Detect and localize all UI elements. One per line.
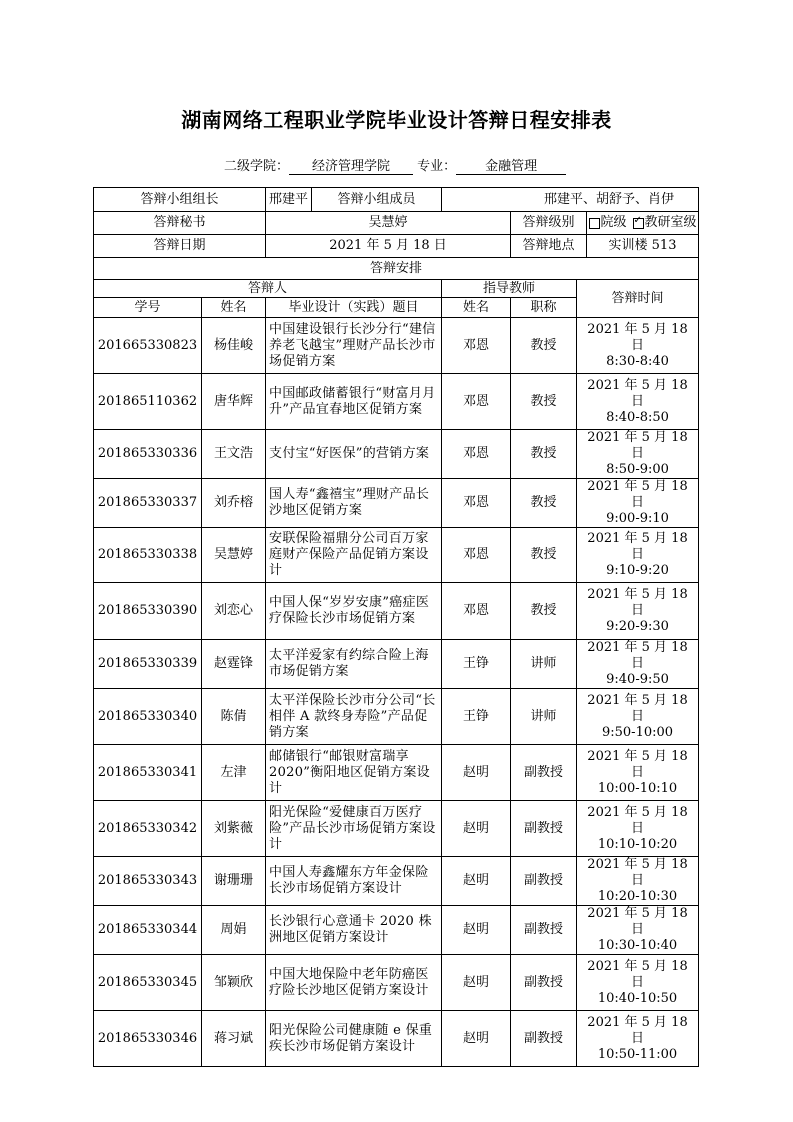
topic-cell: 安联保险福鼎分公司百万家庭财产保险产品促销方案设计 bbox=[266, 528, 442, 583]
teacher-rank-cell: 副教授 bbox=[511, 1011, 577, 1067]
table-row bbox=[94, 801, 699, 857]
teacher-name-cell: 赵明 bbox=[442, 955, 511, 1011]
teacher-name-cell: 邓恩 bbox=[442, 583, 511, 640]
time-date: 2021 年 5 月 18 日 bbox=[587, 430, 688, 461]
teacher-rank-cell: 副教授 bbox=[511, 955, 577, 1011]
student-id-cell: 201865330343 bbox=[94, 857, 202, 906]
group-student-header: 答辩人 bbox=[94, 280, 442, 298]
time-slot: 10:00-10:10 bbox=[597, 780, 678, 796]
student-id-cell: 201865330346 bbox=[94, 1011, 202, 1067]
group-teacher-header: 指导教师 bbox=[442, 280, 577, 298]
level-option1-label: 院级 bbox=[600, 215, 627, 230]
date-value: 2021 年 5 月 18 日 bbox=[266, 235, 511, 258]
student-id-cell: 201865330341 bbox=[94, 745, 202, 801]
teacher-rank-cell: 副教授 bbox=[511, 745, 577, 801]
table-row bbox=[94, 479, 699, 528]
student-id-cell: 201665330823 bbox=[94, 318, 202, 374]
table-row bbox=[94, 430, 699, 479]
student-name-cell: 王文浩 bbox=[202, 430, 266, 479]
time-slot: 10:30-10:40 bbox=[597, 938, 678, 953]
teacher-name-cell: 邓恩 bbox=[442, 528, 511, 583]
time-slot: 9:20-9:30 bbox=[606, 619, 669, 634]
time-slot: 8:40-8:50 bbox=[606, 409, 669, 425]
time-slot: 10:20-10:30 bbox=[597, 889, 678, 904]
major-value: 金融管理 bbox=[456, 159, 566, 175]
header-line bbox=[224, 155, 566, 175]
topic-cell: 中国人寿鑫耀东方年金保险长沙市场促销方案设计 bbox=[266, 857, 442, 906]
leader-cell bbox=[266, 188, 442, 212]
topic-cell: 中国人保“岁岁安康”癌症医疗保险长沙市场促销方案 bbox=[266, 583, 442, 640]
major-label: 专业： bbox=[417, 159, 457, 174]
time-slot: 10:10-10:20 bbox=[597, 836, 678, 852]
time-cell bbox=[577, 374, 699, 430]
student-id-cell: 201865330340 bbox=[94, 689, 202, 745]
place-value: 实训楼 513 bbox=[586, 235, 698, 257]
table-row bbox=[94, 583, 699, 640]
student-name-cell: 刘乔榕 bbox=[202, 479, 266, 528]
topic-cell: 阳光保险公司健康随 e 保重疾长沙市场促销方案设计 bbox=[266, 1011, 442, 1067]
time-date: 2021 年 5 月 18 日 bbox=[587, 531, 688, 562]
section-row bbox=[94, 258, 699, 280]
student-name-cell: 蒋习斌 bbox=[202, 1011, 266, 1067]
secretary-value: 吴慧婷 bbox=[266, 212, 511, 235]
student-name-cell: 左津 bbox=[202, 745, 266, 801]
time-date: 2021 年 5 月 18 日 bbox=[587, 640, 688, 671]
table-row bbox=[94, 689, 699, 745]
student-id-cell: 201865330342 bbox=[94, 801, 202, 857]
teacher-name-cell: 邓恩 bbox=[442, 374, 511, 430]
student-name-cell: 赵霆锋 bbox=[202, 640, 266, 689]
topic-cell: 太平洋保险长沙市分公司“长相伴 A 款终身寿险”产品促销方案 bbox=[266, 689, 442, 745]
student-id-cell: 201865330336 bbox=[94, 430, 202, 479]
table-row bbox=[94, 318, 699, 374]
student-name-cell: 刘恋心 bbox=[202, 583, 266, 640]
time-cell bbox=[577, 801, 699, 857]
time-date: 2021 年 5 月 18 日 bbox=[587, 321, 688, 353]
topic-cell: 中国大地保险中老年防癌医疗险长沙地区促销方案设计 bbox=[266, 955, 442, 1011]
time-slot: 9:10-9:20 bbox=[606, 563, 669, 578]
members-value: 邢建平、胡舒予、肖伊 bbox=[442, 188, 699, 212]
teacher-rank-cell: 讲师 bbox=[511, 640, 577, 689]
teacher-rank-cell: 教授 bbox=[511, 430, 577, 479]
college-label: 二级学院： bbox=[224, 159, 290, 174]
student-name-cell: 谢珊珊 bbox=[202, 857, 266, 906]
time-slot: 10:50-11:00 bbox=[597, 1046, 678, 1062]
time-date: 2021 年 5 月 18 日 bbox=[587, 587, 688, 618]
group-header-row bbox=[94, 280, 699, 298]
student-id-cell: 201865110362 bbox=[94, 374, 202, 430]
topic-cell: 中国邮政储蓄银行“财富月月升”产品宜春地区促销方案 bbox=[266, 374, 442, 430]
teacher-name-cell: 邓恩 bbox=[442, 318, 511, 374]
teacher-rank-cell: 教授 bbox=[511, 318, 577, 374]
table-row bbox=[94, 745, 699, 801]
teacher-rank-cell: 副教授 bbox=[511, 801, 577, 857]
teacher-rank-cell: 副教授 bbox=[511, 857, 577, 906]
secretary-label: 答辩秘书 bbox=[94, 212, 266, 235]
place-cell bbox=[511, 235, 699, 258]
teacher-rank-cell: 副教授 bbox=[511, 906, 577, 955]
time-date: 2021 年 5 月 18 日 bbox=[587, 479, 688, 510]
time-slot: 9:40-9:50 bbox=[606, 672, 669, 687]
time-date: 2021 年 5 月 18 日 bbox=[587, 804, 688, 836]
members-label: 答辩小组成员 bbox=[337, 191, 416, 207]
level-cell bbox=[511, 212, 699, 235]
table-row bbox=[94, 955, 699, 1011]
time-date: 2021 年 5 月 18 日 bbox=[587, 692, 688, 724]
teacher-name-cell: 王铮 bbox=[442, 640, 511, 689]
level-option2-label: 教研室级 bbox=[644, 215, 697, 230]
level-option1-checkbox[interactable] bbox=[589, 218, 600, 229]
time-slot: 8:30-8:40 bbox=[606, 353, 669, 369]
student-name-cell: 吴慧婷 bbox=[202, 528, 266, 583]
topic-header: 毕业设计（实践）题目 bbox=[266, 298, 442, 318]
topic-cell: 太平洋爱家有约综合险上海市场促销方案 bbox=[266, 640, 442, 689]
student-name-cell: 周娟 bbox=[202, 906, 266, 955]
teacher-rank-cell: 教授 bbox=[511, 528, 577, 583]
name-header: 姓名 bbox=[202, 298, 266, 318]
time-date: 2021 年 5 月 18 日 bbox=[587, 906, 688, 937]
college-value: 经济管理学院 bbox=[289, 159, 413, 175]
teacher-name-cell: 赵明 bbox=[442, 857, 511, 906]
teacher-name-cell: 赵明 bbox=[442, 1011, 511, 1067]
table-row bbox=[94, 857, 699, 906]
teacher-name-cell: 王铮 bbox=[442, 689, 511, 745]
time-cell bbox=[577, 479, 699, 528]
table-row bbox=[94, 1011, 699, 1067]
student-name-cell: 杨佳峻 bbox=[202, 318, 266, 374]
time-date: 2021 年 5 月 18 日 bbox=[587, 377, 688, 409]
topic-cell: 中国建设银行长沙分行“建信养老飞越宝”理财产品长沙市场促销方案 bbox=[266, 318, 442, 374]
time-slot: 9:00-9:10 bbox=[606, 511, 669, 526]
date-label: 答辩日期 bbox=[94, 235, 266, 258]
student-id-cell: 201865330337 bbox=[94, 479, 202, 528]
teacher-name-cell: 邓恩 bbox=[442, 430, 511, 479]
topic-cell: 阳光保险“爱健康百万医疗险”产品长沙市场促销方案设计 bbox=[266, 801, 442, 857]
teacher-rank-header: 职称 bbox=[511, 298, 577, 318]
time-slot: 10:40-10:50 bbox=[597, 990, 678, 1006]
topic-cell: 邮储银行“邮银财富瑞享2020”衡阳地区促销方案设计 bbox=[266, 745, 442, 801]
time-header: 答辩时间 bbox=[577, 280, 699, 318]
time-cell bbox=[577, 906, 699, 955]
topic-cell: 国人寿“鑫禧宝”理财产品长沙地区促销方案 bbox=[266, 479, 442, 528]
time-slot: 8:50-9:00 bbox=[606, 462, 669, 477]
teacher-rank-cell: 教授 bbox=[511, 583, 577, 640]
time-cell bbox=[577, 528, 699, 583]
time-cell bbox=[577, 640, 699, 689]
student-name-cell: 刘紫薇 bbox=[202, 801, 266, 857]
student-id-cell: 201865330338 bbox=[94, 528, 202, 583]
time-slot: 9:50-10:00 bbox=[601, 724, 674, 740]
time-date: 2021 年 5 月 18 日 bbox=[587, 748, 688, 780]
time-cell bbox=[577, 318, 699, 374]
info-row-leader bbox=[94, 188, 699, 212]
time-date: 2021 年 5 月 18 日 bbox=[587, 857, 688, 888]
leader-label: 答辩小组组长 bbox=[94, 188, 266, 212]
topic-cell: 长沙银行心意通卡 2020 株洲地区促销方案设计 bbox=[266, 906, 442, 955]
level-label: 答辩级别 bbox=[522, 215, 575, 230]
table-row bbox=[94, 640, 699, 689]
teacher-name-cell: 赵明 bbox=[442, 745, 511, 801]
time-cell bbox=[577, 745, 699, 801]
id-header: 学号 bbox=[94, 298, 202, 318]
teacher-name-cell: 赵明 bbox=[442, 801, 511, 857]
table-row bbox=[94, 374, 699, 430]
level-options bbox=[586, 212, 698, 234]
info-row-secretary bbox=[94, 212, 699, 235]
level-option2-checkbox[interactable] bbox=[633, 218, 644, 229]
info-row-date bbox=[94, 235, 699, 258]
teacher-rank-cell: 讲师 bbox=[511, 689, 577, 745]
time-cell bbox=[577, 857, 699, 906]
student-id-cell: 201865330345 bbox=[94, 955, 202, 1011]
time-cell bbox=[577, 955, 699, 1011]
student-id-cell: 201865330390 bbox=[94, 583, 202, 640]
table-row bbox=[94, 906, 699, 955]
time-date: 2021 年 5 月 18 日 bbox=[587, 1014, 688, 1046]
teacher-rank-cell: 教授 bbox=[511, 479, 577, 528]
time-cell bbox=[577, 689, 699, 745]
teacher-name-cell: 赵明 bbox=[442, 906, 511, 955]
student-id-cell: 201865330344 bbox=[94, 906, 202, 955]
schedule-table bbox=[93, 187, 699, 1067]
section-title: 答辩安排 bbox=[94, 258, 699, 280]
leader-value: 邢建平 bbox=[266, 188, 312, 211]
teacher-rank-cell: 教授 bbox=[511, 374, 577, 430]
time-cell bbox=[577, 1011, 699, 1067]
student-id-cell: 201865330339 bbox=[94, 640, 202, 689]
time-cell bbox=[577, 430, 699, 479]
place-label: 答辩地点 bbox=[522, 238, 575, 253]
student-name-cell: 唐华辉 bbox=[202, 374, 266, 430]
teacher-name-header: 姓名 bbox=[442, 298, 511, 318]
teacher-name-cell: 邓恩 bbox=[442, 479, 511, 528]
table-row bbox=[94, 528, 699, 583]
student-name-cell: 邹颖欣 bbox=[202, 955, 266, 1011]
student-name-cell: 陈倩 bbox=[202, 689, 266, 745]
topic-cell: 支付宝“好医保”的营销方案 bbox=[266, 430, 442, 479]
time-date: 2021 年 5 月 18 日 bbox=[587, 958, 688, 990]
time-cell bbox=[577, 583, 699, 640]
page-title: 湖南网络工程职业学院毕业设计答辩日程安排表 bbox=[181, 108, 612, 132]
